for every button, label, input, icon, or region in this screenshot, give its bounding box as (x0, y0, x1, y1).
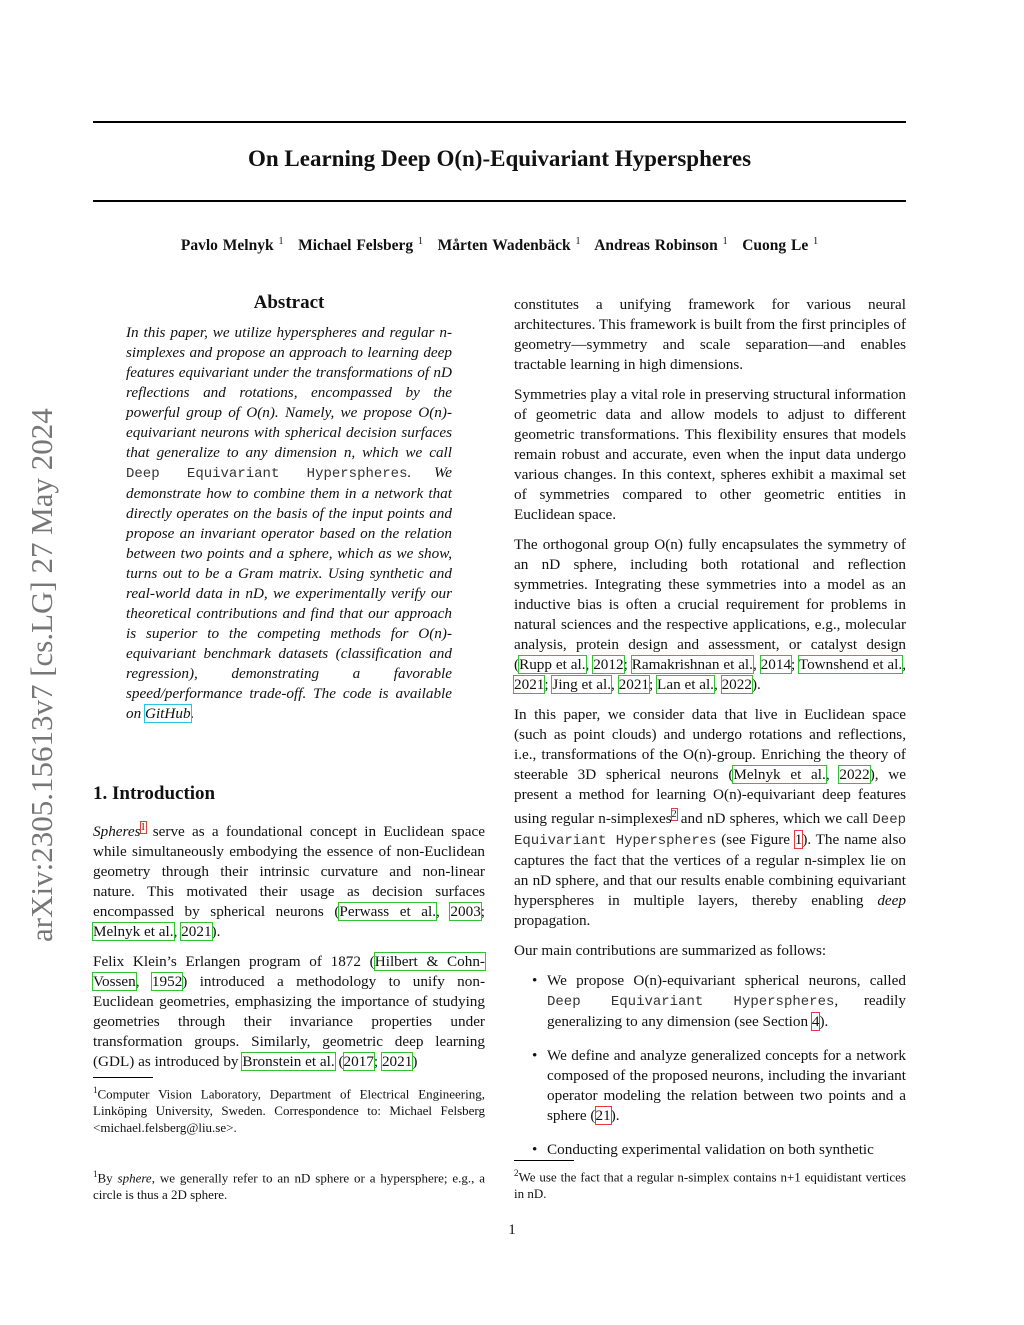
section-heading-introduction: 1. Introduction (93, 783, 216, 804)
citation-link[interactable]: 2003 (450, 903, 481, 921)
title-top-rule (93, 121, 906, 123)
citation-link[interactable]: 2022 (721, 676, 752, 693)
citation-link[interactable]: Melnyk et al. (733, 766, 826, 783)
method-name: Deep Equivariant Hyperspheres (126, 466, 408, 482)
equation-ref[interactable]: 21 (595, 1107, 611, 1125)
citation-link[interactable]: 2022 (839, 766, 870, 783)
citation-link[interactable]: Jing et al. (552, 676, 612, 693)
footnote-1: $^1$By sphere, we generally refer to an nD sphere or a hypersphere; e.g., a circle is thus a 2D sphere. (93, 1169, 485, 1203)
citation-link[interactable]: Bronstein et al. (242, 1053, 335, 1071)
figure-ref[interactable]: 1 (794, 831, 803, 849)
method-name: Deep Equivariant Hyperspheres (514, 812, 906, 850)
left-column-text (93, 818, 485, 1082)
footnote-ref[interactable]: 1 (140, 822, 146, 833)
body-paragraph: Symmetries play a vital role in preserving structural information of geometric data and allow models to adjust to different geometric transformations. This flexibility ensures that models remain robust and accurate, even when the input data undergo various changes. In this context, spheres exhibit a maximal set of symmetries compared to other geometric entities in Euclidean space. (514, 386, 906, 523)
citation-link[interactable]: 1952 (151, 973, 183, 991)
intro-paragraph: Spheres$^1$ serve as a foundational concept in Euclidean space while simultaneously embodying the essence of non-Euclidean geometry through their intrinsic curvature and non-linear nature. This motivated their usage as decision surfaces encompassed by spherical neurons (Perwass et al., 2003; Melnyk et al., 2021). (93, 822, 486, 941)
body-paragraph: The orthogonal group O(n) fully encapsulates the symmetry of an nD sphere, including both rotational and reflection symmetries. Integrating these symmetries into a model as an inductive bias is often a crucial requirement for problems in natural sciences and the respective applications, e.g., molecular analysis, protein design and assessment, or catalyst design (Rupp et al., 2012; Ramakrishnan et al., 2014; Townshend et al., 2021; Jing et al., 2021; Lan et al., 2022). (514, 536, 906, 693)
citation-link[interactable]: 2014 (760, 656, 792, 673)
citation-link[interactable]: 2021 (514, 676, 545, 693)
github-link[interactable]: GitHub (144, 705, 191, 722)
intro-paragraph: Felix Klein’s Erlangen program of 1872 (Hilbert & Cohn-Vossen, 1952) introduced a methodology to unify non-Euclidean geometries, emphasizing the importance of studying geometries through their invariance properties under transformation groups. Similarly, geometric deep learning (GDL) as introduced by Bronstein et al. (2017; 2021) (93, 953, 486, 1071)
footnote-rule (514, 1160, 574, 1161)
affiliation-footnote: $^1$Computer Vision Laboratory, Department of Electrical Engineering, Linköping University, Sweden. Correspondence to: Michael Felsberg <michael.felsberg@liu.se>. (93, 1085, 485, 1136)
list-item: • We propose O(n)-equivariant spherical neurons, called Deep Equivariant Hyperspheres, readily generalizing to any dimension (see Section 4). (514, 971, 906, 1032)
list-item: • Conducting experimental validation on both synthetic (514, 1140, 906, 1160)
abstract-body: In this paper, we utilize hyperspheres and regular n-simplexes and propose an approach to learning deep features equivariant under the transformations of nD reflections and rotations, encompassed by the powerful group of O(n). Namely, we propose O(n)-equivariant neurons with spherical decision surfaces that generalize to any dimension n, which we call Deep Equivariant Hyperspheres. We demonstrate how to combine them in a network that directly operates on the basis of the input points and propose an invariant operator based on the relation between two points and a sphere, which as we show, turns out to be a Gram matrix. Using synthetic and real-world data in nD, we experimentally verify our theoretical contributions and find that our approach is superior to the competing methods for O(n)-equivariant benchmark datasets (classification and regression), demonstrating a favorable speed/performance trade-off. The code is available on GitHub. (126, 324, 452, 722)
author: Michael Felsberg $^1$ (298, 236, 424, 255)
body-paragraph: In this paper, we consider data that live in Euclidean space (such as point clouds) and undergo rotations and reflections, i.e., transformations of the O(n)-group. Enriching the theory of steerable 3D spherical neurons (Melnyk et al., 2022), we present a method for learning O(n)-equivariant deep features using regular n-simplexes$^2$ and nD spheres, which we call Deep Equivariant Hyperspheres (see Figure 1). The name also captures the fact that the vertices of a regular n-simplex lie on an nD sphere, and that our results enable combining equivariant hyperspheres in multiple layers, thereby enabling deep propagation. (514, 706, 907, 930)
citation-link[interactable]: 2021 (181, 923, 212, 941)
citation-link[interactable]: Ramakrishnan et al. (631, 656, 753, 673)
body-paragraph: constitutes a unifying framework for various neural architectures. This framework is built from the first principles of geometry—symmetry and scale separation—and enables tractable learning in high dimensions. (514, 296, 906, 373)
author: Andreas Robinson $^1$ (594, 236, 728, 255)
citation-link[interactable]: 2017 (343, 1053, 374, 1071)
footnote-rule (93, 1077, 153, 1078)
author-list (93, 236, 906, 255)
page-number: 1 (508, 1222, 516, 1238)
author: Mårten Wadenbäck $^1$ (437, 236, 581, 255)
author: Pavlo Melnyk $^1$ (180, 236, 284, 255)
abstract-heading: Abstract (253, 292, 325, 313)
body-paragraph: Our main contributions are summarized as follows: (514, 942, 827, 960)
citation-link[interactable]: Melnyk et al. (93, 923, 174, 941)
citation-link[interactable]: Perwass et al. (339, 903, 437, 921)
citation-link[interactable]: Hilbert & Cohn-Vossen (93, 953, 485, 991)
citation-link[interactable]: 2021 (618, 676, 650, 693)
citation-link[interactable]: 2021 (381, 1053, 413, 1071)
paper-title: On Learning Deep O(n)-Equivariant Hyperspheres (247, 146, 752, 171)
author: Cuong Le $^1$ (742, 236, 819, 255)
contributions-list (514, 971, 906, 1160)
citation-link[interactable]: Rupp et al. (519, 656, 586, 673)
list-item: • We define and analyze generalized concepts for a network composed of the proposed neurons, including the invariant operator modeling the relation between two points and a sphere (21). (514, 1046, 906, 1126)
citation-link[interactable]: Townshend et al. (798, 656, 903, 673)
title-bottom-rule (93, 200, 906, 202)
footnote-ref[interactable]: 2 (671, 809, 677, 820)
footnote-2: $^2$We use the fact that a regular n-simplex contains n+1 equidistant vertices in nD. (514, 1168, 906, 1202)
citation-link[interactable]: 2012 (593, 656, 624, 673)
citation-link[interactable]: Lan et al. (657, 676, 714, 693)
right-column-text (514, 295, 906, 1174)
method-name: Deep Equivariant Hyperspheres (547, 994, 835, 1011)
section-ref[interactable]: 4 (811, 1013, 820, 1031)
arxiv-identifier: arXiv:2305.15613v7 [cs.LG] 27 May 2024 (24, 408, 59, 942)
